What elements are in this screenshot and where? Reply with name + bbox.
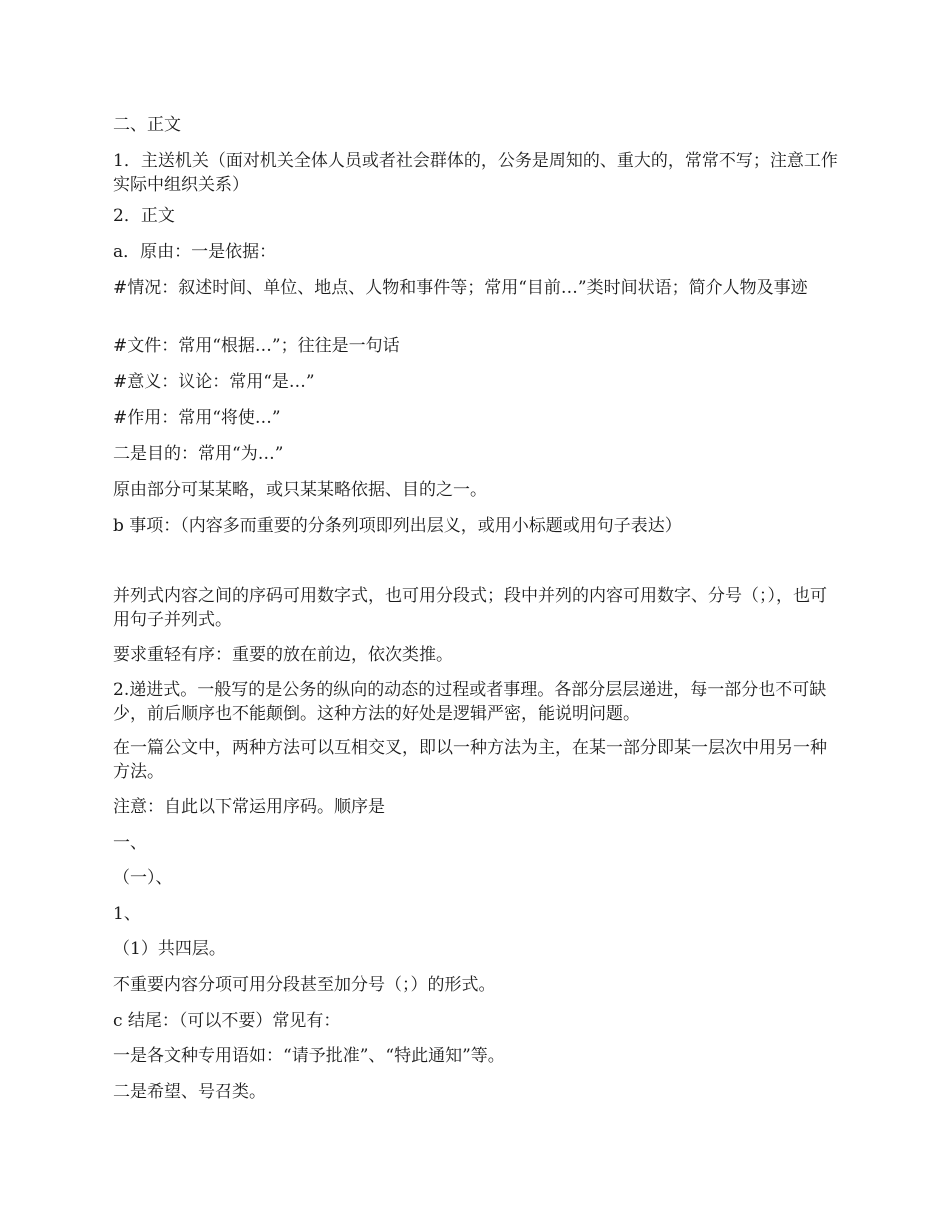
paragraph: 二是希望、号召类。	[113, 1082, 266, 1102]
paragraph: #作用：常用“将使…”	[113, 408, 281, 428]
paragraph: b 事项：（内容多而重要的分条列项即列出层义，或用小标题或用句子表达）	[113, 516, 682, 536]
paragraph: 2．正文	[113, 206, 175, 226]
paragraph: 原由部分可某某略，或只某某略依据、目的之一。	[113, 480, 487, 500]
paragraph: 并列式内容之间的序码可用数字式，也可用分段式；段中并列的内容可用数字、分号（；），也可用句子并列式。	[113, 586, 827, 630]
paragraph: 1．主送机关（面对机关全体人员或者社会群体的，公务是周知的、重大的，常常不写；注意工作实际中组织关系）	[113, 151, 838, 195]
paragraph: 注意：自此以下常运用序码。顺序是	[113, 797, 385, 817]
paragraph: c 结尾：（可以不要）常见有：	[113, 1011, 341, 1031]
list-marker: （一）、	[113, 868, 173, 888]
section-heading: 二、正文	[113, 115, 181, 135]
list-marker: （1）共四层。	[113, 939, 226, 959]
paragraph: 一是各文种专用语如：“请予批准”、“特此通知”等。	[113, 1046, 505, 1066]
paragraph: 要求重轻有序：重要的放在前边，依次类推。	[113, 645, 453, 665]
list-marker: 一、	[113, 833, 147, 853]
list-marker: 1、	[113, 904, 141, 924]
paragraph: 在一篇公文中，两种方法可以互相交叉，即以一种方法为主，在某一部分即某一层次中用另一种方法。	[113, 738, 827, 782]
paragraph: 不重要内容分项可用分段甚至加分号（；）的形式。	[113, 975, 496, 995]
paragraph: a．原由：一是依据：	[113, 242, 277, 262]
paragraph: 二是目的：常用“为…”	[113, 444, 284, 464]
paragraph: #情况：叙述时间、单位、地点、人物和事件等；常用“目前…”类时间状语；简介人物及事迹	[113, 278, 808, 298]
paragraph: #文件：常用“根据…”；往往是一句话	[113, 336, 400, 356]
paragraph: 2.递进式。一般写的是公务的纵向的动态的过程或者事理。各部分层层递进，每一部分也不可缺少，前后顺序也不能颠倒。这种方法的好处是逻辑严密，能说明问题。	[113, 680, 827, 724]
paragraph: #意义：议论：常用“是…”	[113, 372, 315, 392]
